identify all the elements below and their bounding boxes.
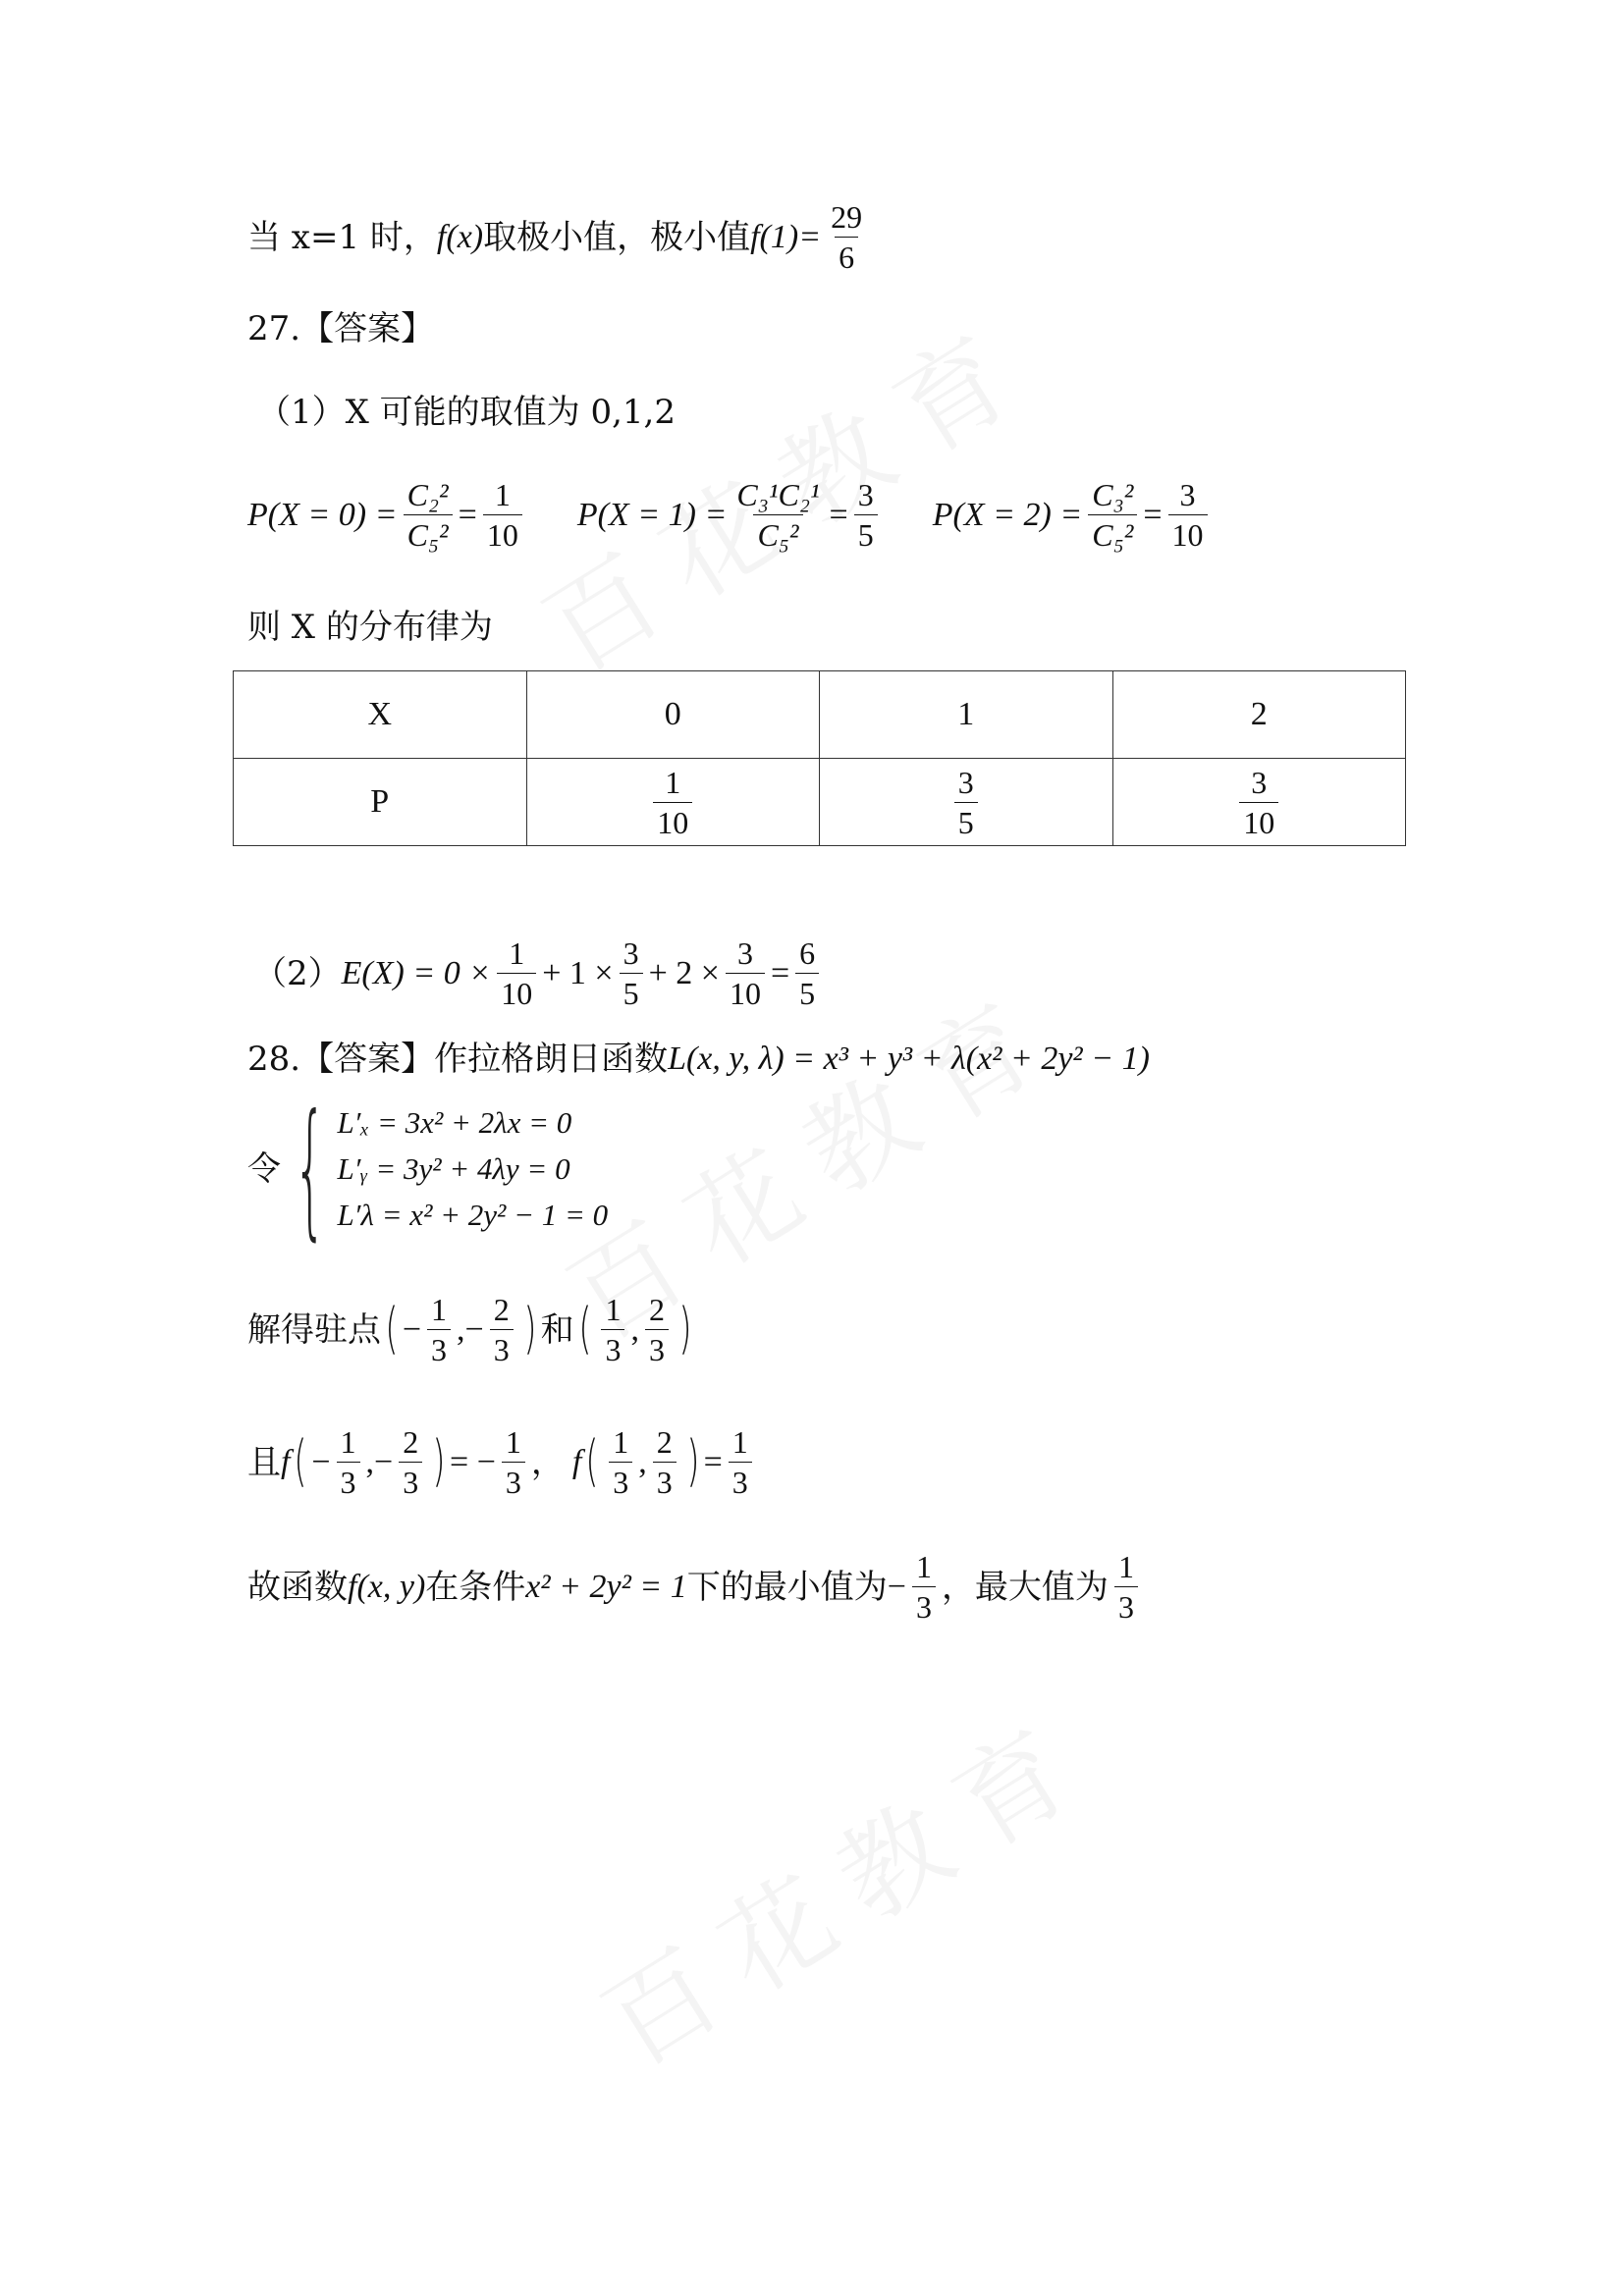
- system-equations: [337, 1107, 608, 1230]
- fv2-y: $\frac{2}{3}$: [653, 1426, 677, 1498]
- exp-mid2: + 2 ×: [648, 954, 720, 991]
- table-row: [234, 759, 1406, 846]
- table-cell: [526, 759, 820, 846]
- min-value: $\frac{1}{3}$: [912, 1551, 936, 1623]
- prob-fraction: $\frac{3}{5}$: [954, 767, 978, 838]
- part2-label: （2）: [253, 953, 342, 993]
- q28-heading: 28.【答案】作拉格朗日函数: [247, 1040, 669, 1079]
- fv1-y: $\frac{2}{3}$: [399, 1426, 422, 1498]
- close-paren: ): [523, 1297, 537, 1362]
- table-cell: [820, 759, 1113, 846]
- table-row: [234, 671, 1406, 759]
- p2-lhs: P(X = 2) =: [932, 496, 1083, 533]
- q27-heading: 27.【答案】: [247, 309, 435, 348]
- lagrange-function: L(x, y, λ) = x³ + y³ + λ(x² + 2y² − 1): [668, 1041, 1150, 1077]
- open-paren: (: [577, 1297, 592, 1362]
- exp-eq: =: [770, 954, 790, 991]
- constraint: x² + 2y² = 1: [525, 1568, 687, 1605]
- distribution-table: [233, 670, 1406, 846]
- p1-frac-c: $\frac{\text{C₃¹C₂¹}}{\text{C₅²}}$: [736, 477, 820, 553]
- min-value-fraction: $\frac{29}{6}$: [831, 199, 863, 275]
- watermark-3: [570, 1673, 1119, 2096]
- equation-3: L′λ = x² + 2y² − 1 = 0: [337, 1198, 609, 1232]
- close-paren: ): [432, 1429, 446, 1494]
- prob-fraction: $\frac{3}{10}$: [1239, 767, 1278, 838]
- function-values-line: 且 f ( − $\frac{1}{3}$ ,− $\frac{2}{3}$ ) = − $\frac{1}{3}$ ， f ( $\frac{1}{3}$ , $\frac{2}{3}$ ) = $\frac{1}{3}$: [247, 1426, 758, 1498]
- ling-label: 令: [247, 1148, 281, 1189]
- table-cell: [1112, 759, 1406, 846]
- f1-symbol: f(1)=: [750, 218, 822, 255]
- q28-heading-line: [247, 1040, 1150, 1079]
- min-value-line: [247, 201, 872, 273]
- exp-mid1: + 1 ×: [542, 954, 614, 991]
- stationary-points-line: 解得驻点 ( − $\frac{1}{3}$ ,− $\frac{2}{3}$ ) 和 ( $\frac{1}{3}$ , $\frac{2}{3}$ ): [247, 1292, 692, 1367]
- open-paren: (: [585, 1429, 599, 1494]
- open-paren: (: [294, 1429, 307, 1494]
- table-cell: 1: [820, 671, 1113, 759]
- p2-frac-v: $\frac{3}{10}$: [1168, 479, 1208, 551]
- pt1-y: $\frac{2}{3}$: [490, 1294, 514, 1365]
- exp-term2: $\frac{3}{5}$: [620, 937, 643, 1009]
- exp-result: $\frac{6}{5}$: [795, 937, 819, 1009]
- min-prefix: 当 x=1 时，: [247, 217, 437, 257]
- p0-frac-v: $\frac{1}{10}$: [483, 479, 522, 551]
- exp-term1: $\frac{1}{10}$: [497, 937, 536, 1009]
- stationary-prefix: 解得驻点: [247, 1309, 381, 1350]
- table-cell: 2: [1112, 671, 1406, 759]
- max-value: $\frac{1}{3}$: [1114, 1551, 1138, 1623]
- close-paren: ): [678, 1297, 692, 1362]
- values-prefix: 且: [247, 1442, 281, 1482]
- table-cell: P: [234, 759, 527, 846]
- expectation-line: [253, 937, 825, 1009]
- q27-probabilities: P(X = 0) = $\frac{\text{C₂²}}{\text{C₅²}}$ = $\frac{1}{10}$ P(X = 1) = $\frac{\text{C₃¹C₂¹}}{\text{C₅²}}$ = $\frac{3}{5}$ P(X = 2) = $\frac{\text{C₃²}}{\text{C₅²}}$ = $\frac{3}{10}$: [247, 479, 1214, 551]
- fv1-x: $\frac{1}{3}$: [337, 1426, 360, 1498]
- close-paren: ): [686, 1429, 700, 1494]
- p0-lhs: P(X = 0) =: [247, 496, 398, 533]
- pt2-x: $\frac{1}{3}$: [601, 1294, 624, 1365]
- p0-frac-c: $\frac{\text{C₂²}}{\text{C₅²}}$: [404, 479, 453, 551]
- fv1-result: $\frac{1}{3}$: [502, 1426, 525, 1498]
- prob-fraction: $\frac{1}{10}$: [653, 767, 692, 838]
- pt2-y: $\frac{2}{3}$: [645, 1294, 669, 1365]
- min-mid: 取极小值，极小值: [483, 217, 751, 257]
- equation-system: [247, 1083, 609, 1255]
- q27-part1: （1）X 可能的取值为 0,1,2: [257, 393, 676, 432]
- conclusion-line: 故函数 f(x, y) 在条件 x² + 2y² = 1 下的最小值为 − $\frac{1}{3}$ ，最大值为 $\frac{1}{3}$: [247, 1551, 1144, 1623]
- he-label: 和: [540, 1309, 574, 1350]
- fv2-x: $\frac{1}{3}$: [609, 1426, 632, 1498]
- table-cell: X: [234, 671, 527, 759]
- equation-1: L′ₓ = 3x² + 2λx = 0: [337, 1105, 572, 1140]
- table-cell: 0: [526, 671, 820, 759]
- p1-frac-v: $\frac{3}{5}$: [854, 479, 878, 551]
- fx-symbol: f(x): [436, 218, 484, 255]
- expectation-lhs: E(X) = 0 ×: [341, 954, 492, 991]
- distribution-intro: 则 X 的分布律为: [247, 608, 493, 647]
- equation-2: L′ᵧ = 3y² + 4λy = 0: [337, 1151, 570, 1186]
- left-brace-icon: {: [294, 1083, 327, 1255]
- pt1-x: $\frac{1}{3}$: [427, 1294, 451, 1365]
- p2-frac-c: $\frac{\text{C₃²}}{\text{C₅²}}$: [1088, 479, 1137, 551]
- exp-term3: $\frac{3}{10}$: [726, 937, 765, 1009]
- p1-lhs: P(X = 1) =: [576, 496, 728, 533]
- fxy-symbol: f(x, y): [348, 1568, 426, 1605]
- open-paren: (: [385, 1297, 399, 1362]
- fv2-result: $\frac{1}{3}$: [729, 1426, 752, 1498]
